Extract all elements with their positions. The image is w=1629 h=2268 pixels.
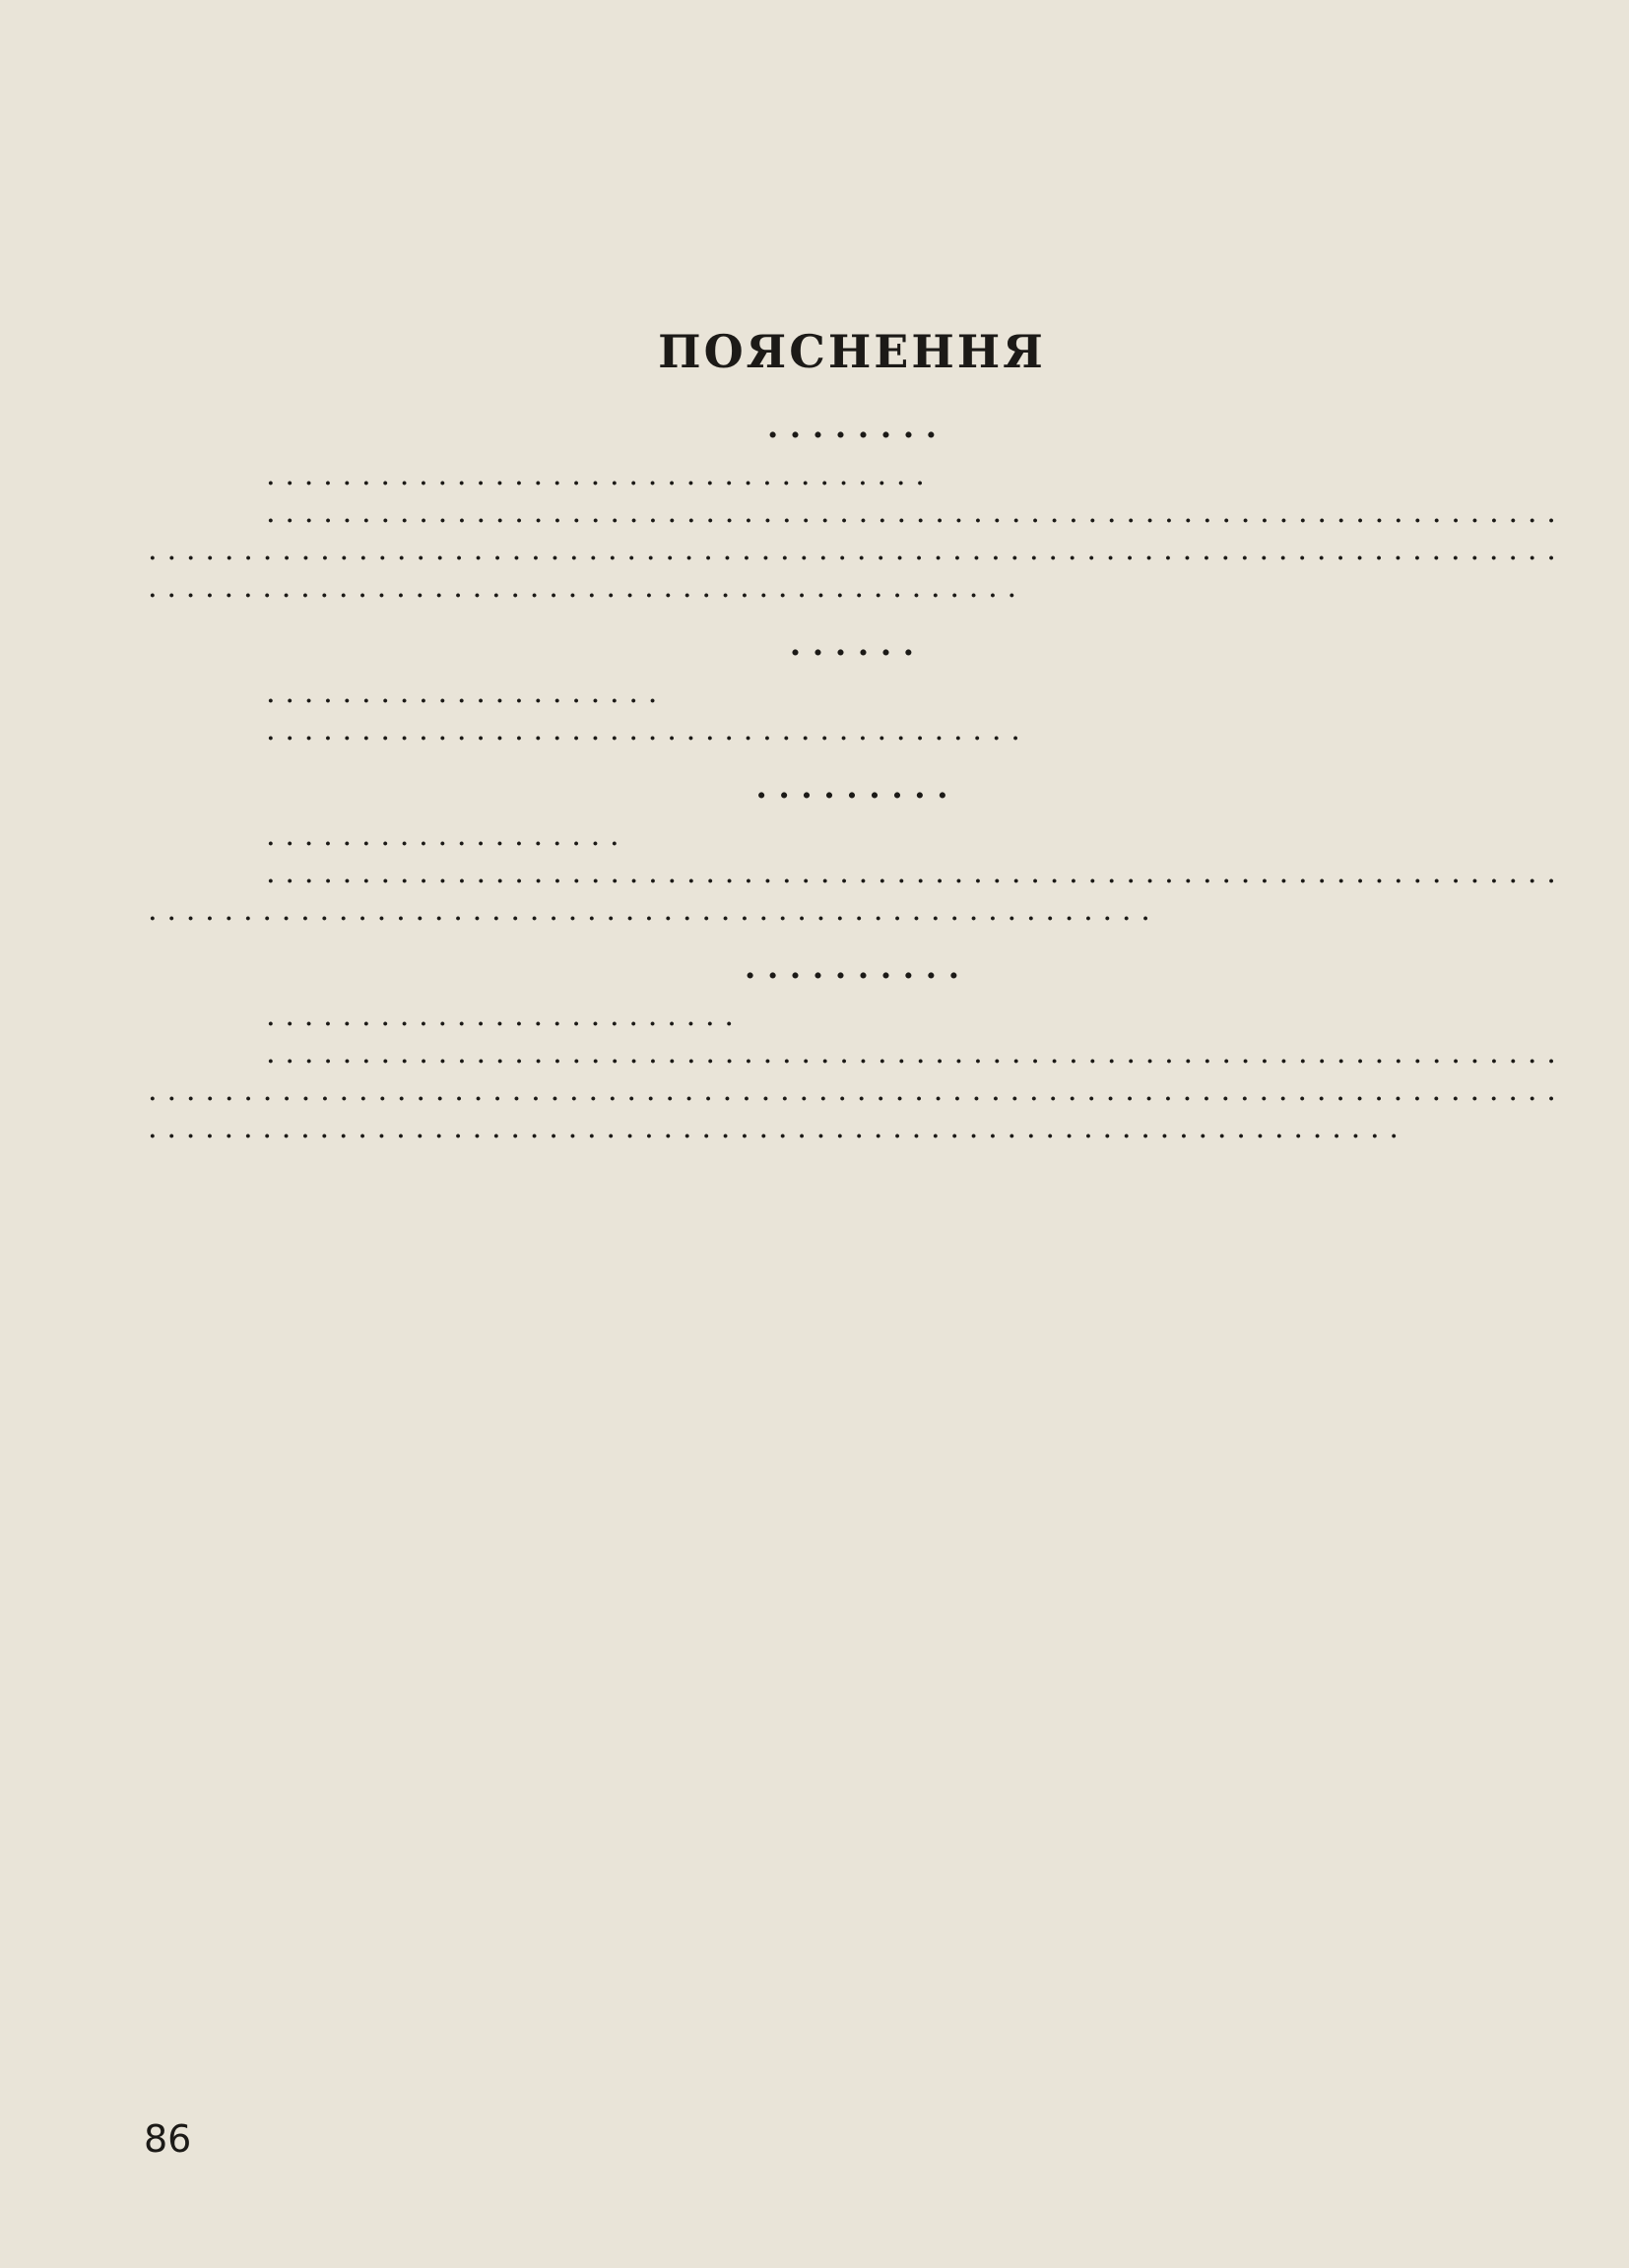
section-paragraph: · · · · · · · · · · · · · · · · · · · · · · · · · — [266, 1007, 735, 1042]
text-block — [148, 325, 1556, 1174]
section-paragraph: · · · · · · · · · · · · · · · · · · · · · · · · · · · · · · · · · · · · · · · · · · · · · · · · · · · · · · · · · · · · · · · · · · · · · · · · · · · · · · · · · · · · · · · · · · · · · · · · · · · · · · · · · · · · · · · · · · · · · · · · · · · · · · · · · · · · · · · · · · · · · · · · · · · · · · · · · · · · · · · · · · · · · · · · · · · · · · · · · · · · · · · · · · · · · · · · · · · · · · · · · · · · · · · · — [148, 1045, 1556, 1154]
page-title: ПОЯСНЕННЯ — [658, 325, 1046, 378]
section-paragraph: · · · · · · · · · · · · · · · · · · · · · · · · · · · · · · · · · · · · · · · · · · · · · · · · · · · · · · · · · · · · · · · · · · · · · · · · · · · · · · · · · · · · · · · · · · · · · · · · · · · · · · · · · · · · · · · · · · · · · · · · · · · · · · · · · · · · · · · · · · · · · · · · · · · · · · · · · · · · · · · · · · · · · · · · · · · · · · · · · · · · · · · · · · · · — [148, 504, 1556, 614]
section-paragraph: · · · · · · · · · · · · · · · · · · · · · — [266, 684, 658, 719]
section-paragraph: · · · · · · · · · · · · · · · · · · · · · · · · · · · · · · · · · · · · · · · · · · · · · · · · · · · · · · · · · · · · · · · · · · · · · · · · · · · · · · · · · · · · · · · · · · · · · · · · · · · · · · · · · · · · · · · · · · · · · · · · · — [148, 865, 1556, 937]
section-heading: · · · · · · · · — [766, 416, 938, 454]
page-number: 86 — [144, 2117, 192, 2161]
section-2 — [148, 633, 1556, 758]
section-paragraph: · · · · · · · · · · · · · · · · · · · · · · · · · · · · · · · · · · · — [266, 467, 925, 501]
section-heading: · · · · · · · · · — [755, 776, 948, 814]
section-3 — [148, 776, 1556, 939]
section-paragraph: · · · · · · · · · · · · · · · · · · · · · · · · · · · · · · · · · · · · · · · · — [266, 722, 1020, 756]
section-4 — [148, 956, 1556, 1156]
section-1 — [148, 416, 1556, 616]
section-heading: · · · · · · — [789, 633, 915, 672]
section-paragraph: · · · · · · · · · · · · · · · · · · · — [266, 827, 619, 862]
section-heading: · · · · · · · · · · — [744, 956, 960, 995]
